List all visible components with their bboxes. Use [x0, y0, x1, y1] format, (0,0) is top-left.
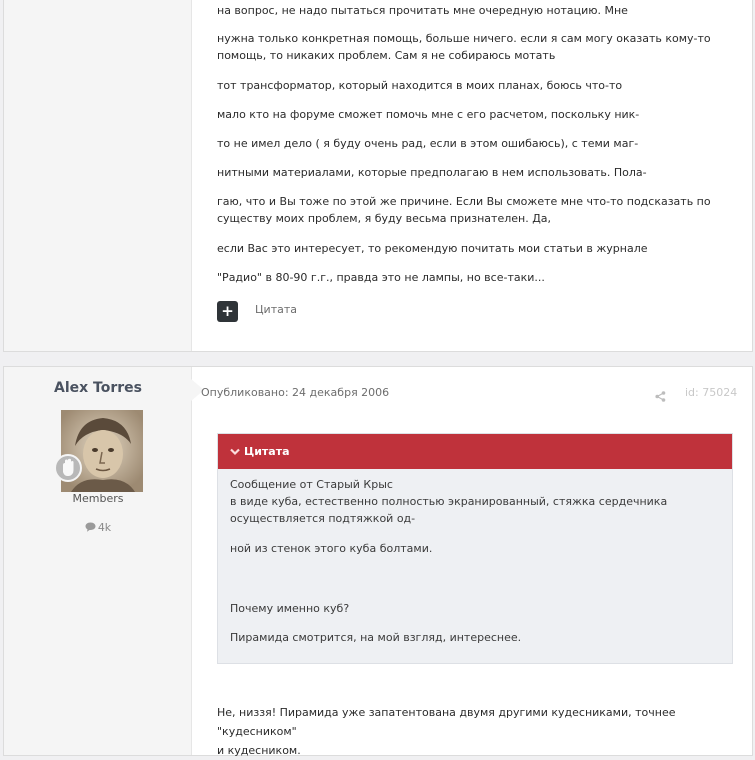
quote-header[interactable]	[218, 434, 732, 469]
post-count	[4, 521, 192, 534]
post-line: на вопрос, не надо пытаться прочитать мне очередную нотацию. Мне	[217, 4, 628, 17]
quote-title: Цитата	[244, 445, 290, 458]
quote-block	[217, 433, 733, 664]
multiquote-plus-button[interactable]: +	[217, 301, 238, 322]
member-group: Members	[72, 492, 124, 505]
post-alex-torres	[3, 366, 753, 756]
quote-line: ной из стенок этого куба болтами.	[230, 542, 433, 555]
quote-line: Сообщение от Старый Крыс	[230, 478, 393, 491]
post-content	[217, 703, 752, 760]
post-line: нужна только конкретная помощь, больше ничего. если я сам могу оказать кому-то	[217, 32, 711, 45]
post-line: Не, низзя! Пирамида уже запатентована двумя другими кудесниками, точнее "кудесником"	[217, 706, 676, 738]
post-line: существу моих проблем, я буду весьма признателен. Да,	[217, 212, 552, 225]
post-id: id: 75024	[685, 386, 738, 399]
share-icon[interactable]	[655, 387, 666, 406]
post-line: помощь, то никаких проблем. Сам я не собираюсь мотать	[217, 49, 556, 62]
post-line: мало кто на форуме сможет помочь мне с его расчетом, поскольку ник-	[217, 108, 640, 121]
post-line: тот трансформатор, который находится в моих планах, боюсь что-то	[217, 79, 623, 92]
author-sidebar	[4, 367, 192, 755]
quote-line: Пирамида смотрится, на мой взгляд, интереснее.	[230, 631, 522, 644]
post-line: то не имел дело ( я буду очень рад, если в этом ошибаюсь), с теми маг-	[217, 137, 639, 150]
quote-line: осуществляется подтяжкой од-	[230, 512, 416, 525]
quote-line: Почему именно куб?	[230, 602, 350, 615]
post-line: если Вас это интересует, то рекомендую почитать мои статьи в журнале	[217, 242, 648, 255]
comment-icon	[85, 522, 96, 532]
post-previous	[3, 0, 753, 352]
post-date[interactable]: Опубликовано: 24 декабря 2006	[201, 386, 390, 399]
post-line: "Радио" в 80-90 г.г., правда это не лампы, но все-таки...	[217, 271, 545, 284]
post-count-value: 4k	[97, 521, 112, 534]
author-name[interactable]: Alex Torres	[54, 380, 142, 396]
author-sidebar	[4, 0, 192, 351]
post-line: и кудесником.	[217, 744, 301, 757]
chevron-down-icon	[230, 435, 240, 470]
post-line: нитными материалами, которые предполагаю в нем использовать. Пола-	[217, 166, 647, 179]
quote-link[interactable]: Цитата	[255, 303, 297, 316]
post-line: гаю, что и Вы тоже по этой же причине. Если Вы сможете мне что-то подсказать по	[217, 195, 711, 208]
rank-badge-icon	[54, 454, 82, 482]
quote-line: в виде куба, естественно полностью экранированный, стяжка сердечника	[230, 495, 668, 508]
